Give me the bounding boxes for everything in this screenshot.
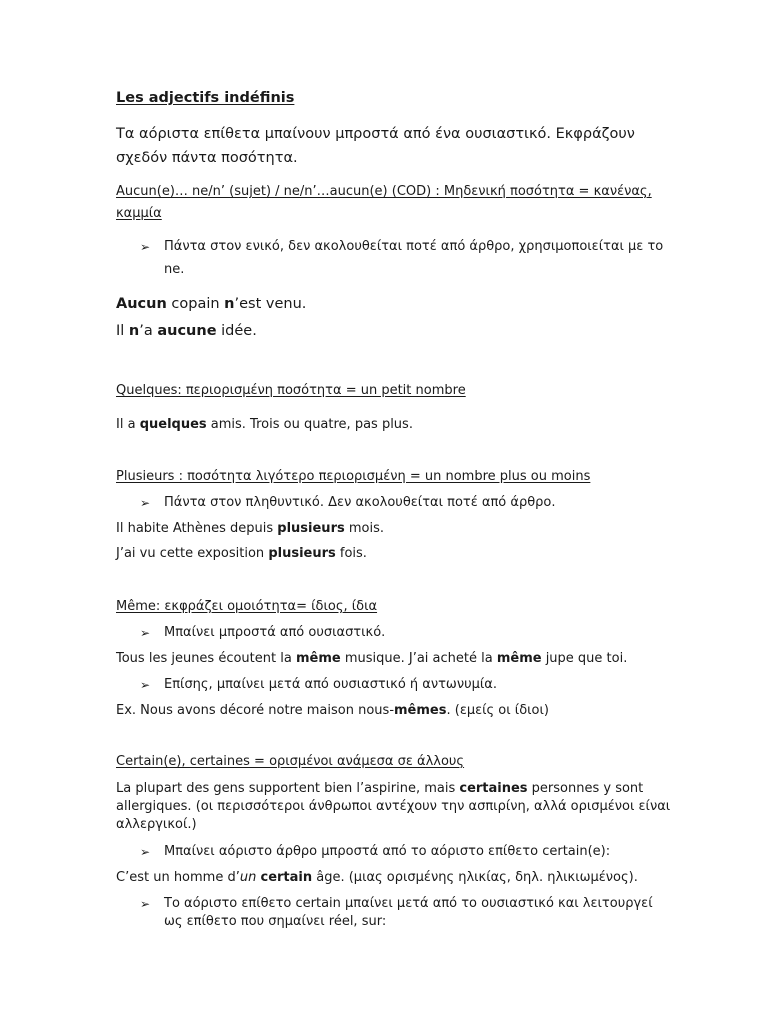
meme-heading: Même: εκφράζει ομοιότητα= ίδιος, ίδια	[116, 599, 378, 614]
aucun-example-1: Aucun copain n’est venu.	[116, 296, 307, 312]
emphasis: plusieurs	[277, 521, 345, 536]
emphasis: Aucun	[116, 296, 167, 312]
emphasis: aucune	[157, 323, 217, 339]
aucun-heading-line-2: καμμία	[116, 206, 162, 221]
emphasis: quelques	[139, 417, 207, 432]
certain-bullet-1: Μπαίνει αόριστο άρθρο μπροστά από το αόριστο επίθετο certain(e):	[164, 844, 611, 859]
certain-paragraph-line-2: allergiques. (οι περισσότεροι άνθρωποι αντέχουν την ασπιρίνη, αλλά ορισμένοι είναι	[116, 799, 671, 814]
meme-example-2: Ex. Nous avons décoré notre maison nous-mêmes. (εμείς οι ίδιοι)	[116, 703, 549, 718]
intro-line-2: σχεδόν πάντα ποσότητα.	[116, 150, 298, 166]
certain-bullet-2-line-1: Το αόριστο επίθετο certain μπαίνει μετά από το ουσιαστικό και λειτουργεί	[164, 896, 653, 911]
emphasis: certain	[260, 870, 313, 885]
certain-example: C’est un homme d’un certain âge. (μιας ορισμένης ηλικίας, δηλ. ηλικιωμένος).	[116, 870, 638, 885]
meme-bullet-1: Μπαίνει μπροστά από ουσιαστικό.	[164, 625, 386, 640]
emphasis: plusieurs	[268, 546, 336, 561]
meme-example-1: Tous les jeunes écoutent la même musique. J’ai acheté la même jupe que toi.	[116, 651, 628, 666]
emphasis: n	[128, 323, 140, 339]
emphasis-italic: un	[239, 870, 257, 885]
bullet-arrow-icon: ➢	[140, 678, 151, 692]
aucun-example-2: Il n’a aucune idée.	[116, 323, 257, 339]
emphasis: mêmes	[394, 703, 447, 718]
certain-paragraph-line-1: La plupart des gens supportent bien l’aspirine, mais certaines personnes y sont	[116, 781, 644, 796]
plusieurs-heading: Plusieurs : ποσότητα λιγότερο περιορισμένη = un nombre plus ou moins	[116, 469, 591, 484]
certain-paragraph-line-3: αλλεργικοί.)	[116, 817, 197, 832]
intro-line-1: Τα αόριστα επίθετα μπαίνουν μπροστά από ένα ουσιαστικό. Εκφράζουν	[116, 126, 635, 142]
bullet-arrow-icon: ➢	[140, 897, 151, 911]
plusieurs-example-2: J’ai vu cette exposition plusieurs fois.	[116, 546, 367, 561]
quelques-heading: Quelques: περιορισμένη ποσότητα = un petit nombre	[116, 383, 466, 398]
aucun-bullet-line-2: ne.	[164, 262, 185, 277]
meme-bullet-2: Επίσης, μπαίνει μετά από ουσιαστικό ή αντωνυμία.	[164, 677, 497, 692]
bullet-arrow-icon: ➢	[140, 240, 151, 254]
aucun-heading-line-1: Aucun(e)… ne/n’ (sujet) / ne/n’…aucun(e) (COD) : Μηδενική ποσότητα = κανένας,	[116, 184, 652, 199]
bullet-arrow-icon: ➢	[140, 845, 151, 859]
bullet-arrow-icon: ➢	[140, 496, 151, 510]
quelques-example: Il a quelques amis. Trois ou quatre, pas plus.	[116, 417, 413, 432]
emphasis: certaines	[459, 781, 528, 796]
emphasis: même	[295, 651, 341, 666]
emphasis: même	[496, 651, 542, 666]
plusieurs-example-1: Il habite Athènes depuis plusieurs mois.	[116, 521, 384, 536]
certain-bullet-2-line-2: ως επίθετο που σημαίνει réel, sur:	[164, 914, 387, 929]
plusieurs-bullet: Πάντα στον πληθυντικό. Δεν ακολουθείται ποτέ από άρθρο.	[164, 495, 556, 510]
bullet-arrow-icon: ➢	[140, 626, 151, 640]
page-title: Les adjectifs indéfinis	[116, 90, 295, 106]
aucun-bullet-line-1: Πάντα στον ενικό, δεν ακολουθείται ποτέ από άρθρο, χρησιμοποιείται με το	[164, 239, 664, 254]
emphasis: n	[224, 296, 235, 312]
certain-heading: Certain(e), certaines = ορισμένοι ανάμεσα σε άλλους	[116, 754, 465, 769]
